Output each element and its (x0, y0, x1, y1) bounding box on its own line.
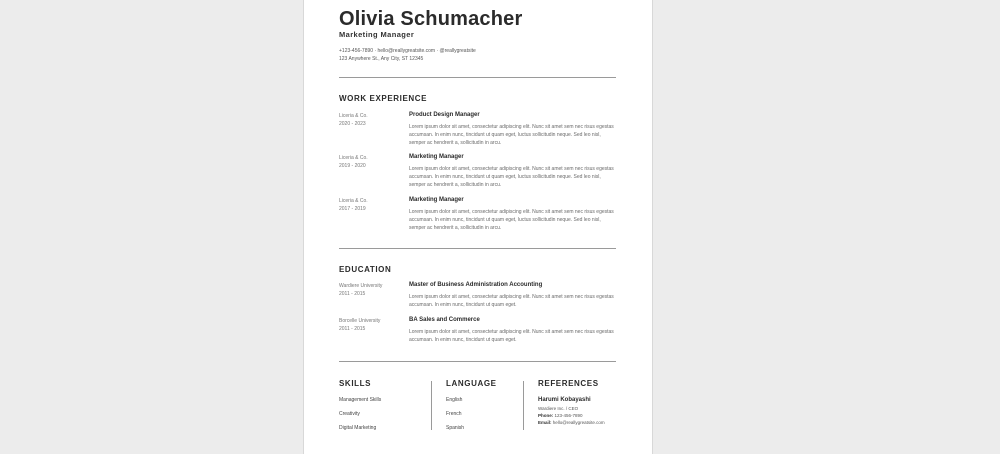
reference-phone (538, 412, 648, 419)
work-company: Liceria & Co. (339, 113, 368, 119)
skills-heading: SKILLS (339, 379, 372, 388)
reference-email-label: Email: (538, 420, 552, 425)
language-item: English (446, 397, 463, 403)
work-description: Lorem ipsum dolor sit amet, consectetur adipiscing elit. Nunc sit amet sem nec risus egestas accumsan. In enim nunc, tincidunt ut quam eget, luctus sollicitudin neque. Sed leo nisl, semper ac hendrerit a, sollicitudin in arcu. (409, 166, 614, 188)
reference-block (538, 397, 648, 426)
education-school: Wardiere University (339, 283, 383, 289)
reference-email-value: hello@reallygreatsite.com (552, 420, 605, 425)
work-position: Marketing Manager (409, 154, 464, 160)
reference-org: Wardiere Inc. / CEO (538, 406, 579, 411)
work-experience-heading: WORK EXPERIENCE (339, 94, 428, 103)
skill-item: Management Skills (339, 397, 382, 403)
language-list (446, 397, 464, 439)
column-divider (523, 381, 524, 430)
education-degree: BA Sales and Commerce (409, 317, 480, 323)
references-heading: REFERENCES (538, 379, 599, 388)
resume-page (303, 0, 653, 454)
candidate-role: Marketing Manager (339, 30, 415, 39)
contact-block (339, 47, 476, 63)
contact-line-1: +123-456-7890 · hello@reallygreatsite.com · @reallygreatsite (339, 48, 476, 54)
education-description: Lorem ipsum dolor sit amet, consectetur adipiscing elit. Nunc sit amet sem nec risus egestas accumsan. In enim nunc, tincidunt ut quam eget. (409, 294, 614, 308)
work-years: 2020 - 2023 (339, 121, 366, 127)
skills-list (339, 397, 381, 439)
reference-name: Harumi Kobayashi (538, 397, 591, 403)
work-years: 2017 - 2019 (339, 206, 366, 212)
skill-item: Digital Marketing (339, 425, 377, 431)
contact-line-2: 123 Anywhere St., Any City, ST 12345 (339, 56, 424, 62)
education-years: 2011 - 2015 (339, 326, 366, 332)
work-company: Liceria & Co. (339, 155, 368, 161)
divider (339, 77, 616, 78)
education-degree: Master of Business Administration Accounting (409, 282, 543, 288)
divider (339, 248, 616, 249)
candidate-name: Olivia Schumacher (339, 8, 523, 30)
reference-phone-value: 123-456-7890 (554, 413, 583, 418)
work-years: 2019 - 2020 (339, 163, 366, 169)
work-position: Marketing Manager (409, 197, 464, 203)
work-position: Product Design Manager (409, 112, 480, 118)
work-description: Lorem ipsum dolor sit amet, consectetur adipiscing elit. Nunc sit amet sem nec risus egestas accumsan. In enim nunc, tincidunt ut quam eget, luctus sollicitudin neque. Sed leo nisl, semper ac hendrerit a, sollicitudin in arcu. (409, 124, 614, 146)
work-company: Liceria & Co. (339, 198, 368, 204)
language-heading: LANGUAGE (446, 379, 497, 388)
education-heading: EDUCATION (339, 265, 392, 274)
language-item: French (446, 411, 462, 417)
education-description: Lorem ipsum dolor sit amet, consectetur adipiscing elit. Nunc sit amet sem nec risus egestas accumsan. In enim nunc, tincidunt ut quam eget. (409, 329, 614, 343)
divider (339, 361, 616, 362)
column-divider (431, 381, 432, 430)
skill-item: Creativity (339, 411, 360, 417)
education-years: 2011 - 2015 (339, 291, 366, 297)
education-school: Borcelle University (339, 318, 381, 324)
work-description: Lorem ipsum dolor sit amet, consectetur adipiscing elit. Nunc sit amet sem nec risus egestas accumsan. In enim nunc, tincidunt ut quam eget, luctus sollicitudin neque. Sed leo nisl, semper ac hendrerit a, sollicitudin in arcu. (409, 209, 614, 231)
reference-phone-label: Phone: (538, 413, 554, 418)
language-item: Spanish (446, 425, 465, 431)
reference-email (538, 419, 648, 426)
